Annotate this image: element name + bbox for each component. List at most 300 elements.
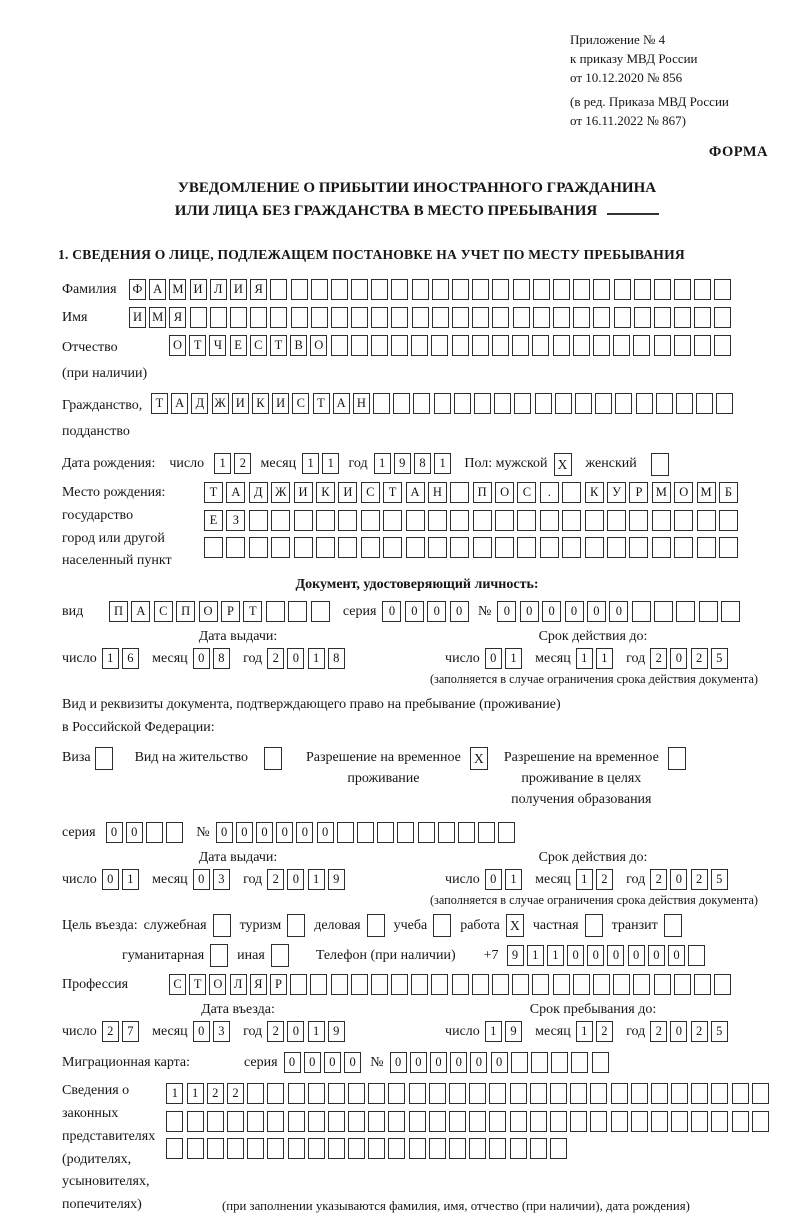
form-cell[interactable]: 1: [576, 648, 593, 669]
form-cell[interactable]: 1: [485, 1021, 502, 1042]
form-cell[interactable]: А: [226, 482, 245, 503]
form-cell[interactable]: [357, 822, 374, 843]
form-cell[interactable]: 0: [470, 1052, 487, 1073]
form-cell[interactable]: 0: [236, 822, 253, 843]
form-cell[interactable]: [562, 482, 581, 503]
form-cell[interactable]: 0: [450, 601, 469, 622]
form-cell[interactable]: 0: [668, 945, 685, 966]
form-cell[interactable]: [651, 1111, 668, 1132]
form-cell[interactable]: [316, 510, 335, 531]
entry-month[interactable]: [193, 1021, 233, 1042]
form-cell[interactable]: 2: [596, 1021, 613, 1042]
form-cell[interactable]: О: [310, 335, 327, 356]
form-cell[interactable]: [671, 1083, 688, 1104]
residence-issue-month[interactable]: [193, 869, 233, 890]
form-cell[interactable]: 1: [308, 648, 325, 669]
form-cell[interactable]: [230, 307, 247, 328]
form-cell[interactable]: [371, 974, 388, 995]
form-cell[interactable]: [391, 335, 408, 356]
form-cell[interactable]: [338, 510, 357, 531]
form-cell[interactable]: П: [176, 601, 195, 622]
form-cell[interactable]: К: [252, 393, 269, 414]
form-cell[interactable]: [614, 307, 631, 328]
form-cell[interactable]: [371, 335, 388, 356]
doc-number-field[interactable]: [497, 601, 743, 622]
form-cell[interactable]: [290, 974, 307, 995]
form-cell[interactable]: С: [292, 393, 309, 414]
form-cell[interactable]: [351, 307, 368, 328]
form-cell[interactable]: [553, 279, 570, 300]
form-cell[interactable]: [514, 393, 531, 414]
form-cell[interactable]: [573, 279, 590, 300]
form-cell[interactable]: З: [226, 510, 245, 531]
form-cell[interactable]: У: [607, 482, 626, 503]
form-cell[interactable]: В: [290, 335, 307, 356]
form-cell[interactable]: П: [473, 482, 492, 503]
form-cell[interactable]: 0: [296, 822, 313, 843]
visit-work-checkbox[interactable]: X: [506, 914, 524, 937]
form-cell[interactable]: [331, 279, 348, 300]
form-cell[interactable]: А: [333, 393, 350, 414]
form-cell[interactable]: [533, 307, 550, 328]
form-cell[interactable]: [721, 601, 740, 622]
visit-official-checkbox[interactable]: [213, 914, 231, 937]
form-cell[interactable]: [629, 537, 648, 558]
legal-reps-row1[interactable]: [166, 1083, 772, 1104]
form-cell[interactable]: 0: [565, 601, 584, 622]
form-cell[interactable]: [513, 307, 530, 328]
form-cell[interactable]: [271, 537, 290, 558]
form-cell[interactable]: [432, 307, 449, 328]
form-cell[interactable]: Т: [270, 335, 287, 356]
form-cell[interactable]: [611, 1111, 628, 1132]
form-cell[interactable]: [146, 822, 163, 843]
form-cell[interactable]: [452, 974, 469, 995]
form-cell[interactable]: [656, 393, 673, 414]
form-cell[interactable]: [531, 1052, 548, 1073]
form-cell[interactable]: [607, 510, 626, 531]
form-cell[interactable]: [472, 974, 489, 995]
form-cell[interactable]: [449, 1111, 466, 1132]
form-cell[interactable]: [271, 510, 290, 531]
identity-until-day[interactable]: [485, 648, 525, 669]
form-cell[interactable]: [697, 537, 716, 558]
form-cell[interactable]: [732, 1083, 749, 1104]
form-cell[interactable]: 9: [328, 1021, 345, 1042]
form-cell[interactable]: [674, 279, 691, 300]
form-cell[interactable]: Я: [250, 974, 267, 995]
form-cell[interactable]: С: [169, 974, 186, 995]
form-cell[interactable]: [611, 1083, 628, 1104]
form-cell[interactable]: [412, 279, 429, 300]
form-cell[interactable]: Ж: [271, 482, 290, 503]
form-cell[interactable]: [752, 1111, 769, 1132]
form-cell[interactable]: [634, 307, 651, 328]
form-cell[interactable]: 2: [691, 869, 708, 890]
migration-seriya-field[interactable]: [284, 1052, 365, 1073]
form-cell[interactable]: [551, 1052, 568, 1073]
form-cell[interactable]: [573, 974, 590, 995]
form-cell[interactable]: [613, 974, 630, 995]
visit-private-checkbox[interactable]: [585, 914, 603, 937]
form-cell[interactable]: [311, 307, 328, 328]
form-cell[interactable]: [699, 601, 718, 622]
form-cell[interactable]: 2: [650, 1021, 667, 1042]
form-cell[interactable]: И: [190, 279, 207, 300]
form-cell[interactable]: [249, 537, 268, 558]
form-cell[interactable]: [187, 1138, 204, 1159]
form-cell[interactable]: [714, 974, 731, 995]
form-cell[interactable]: [450, 482, 469, 503]
form-cell[interactable]: [288, 1083, 305, 1104]
form-cell[interactable]: Е: [204, 510, 223, 531]
form-cell[interactable]: [388, 1111, 405, 1132]
form-cell[interactable]: 0: [390, 1052, 407, 1073]
form-cell[interactable]: [328, 1138, 345, 1159]
form-cell[interactable]: О: [199, 601, 218, 622]
form-cell[interactable]: Я: [169, 307, 186, 328]
form-cell[interactable]: [294, 510, 313, 531]
form-cell[interactable]: [472, 335, 489, 356]
form-cell[interactable]: 0: [648, 945, 665, 966]
form-cell[interactable]: 9: [507, 945, 524, 966]
form-cell[interactable]: 0: [485, 648, 502, 669]
form-cell[interactable]: [652, 537, 671, 558]
form-cell[interactable]: [573, 335, 590, 356]
form-cell[interactable]: [540, 537, 559, 558]
form-cell[interactable]: С: [250, 335, 267, 356]
form-cell[interactable]: [388, 1083, 405, 1104]
doc-seriya-field[interactable]: [382, 601, 472, 622]
form-cell[interactable]: 3: [213, 1021, 230, 1042]
form-cell[interactable]: 0: [609, 601, 628, 622]
form-cell[interactable]: 0: [670, 648, 687, 669]
form-cell[interactable]: М: [169, 279, 186, 300]
form-cell[interactable]: [674, 307, 691, 328]
form-cell[interactable]: 1: [308, 1021, 325, 1042]
form-cell[interactable]: [267, 1083, 284, 1104]
form-cell[interactable]: [474, 393, 491, 414]
form-cell[interactable]: [328, 1083, 345, 1104]
form-cell[interactable]: [494, 393, 511, 414]
form-cell[interactable]: Б: [719, 482, 738, 503]
form-cell[interactable]: [458, 822, 475, 843]
form-cell[interactable]: [513, 279, 530, 300]
form-cell[interactable]: [266, 601, 285, 622]
form-cell[interactable]: [654, 974, 671, 995]
residence-issue-day[interactable]: [102, 869, 142, 890]
form-cell[interactable]: 0: [102, 869, 119, 890]
form-cell[interactable]: [575, 393, 592, 414]
form-cell[interactable]: 0: [587, 601, 606, 622]
form-cell[interactable]: 0: [344, 1052, 361, 1073]
form-cell[interactable]: [406, 537, 425, 558]
form-cell[interactable]: [691, 1111, 708, 1132]
form-cell[interactable]: 3: [213, 869, 230, 890]
form-cell[interactable]: [368, 1083, 385, 1104]
form-cell[interactable]: [166, 822, 183, 843]
form-cell[interactable]: 0: [287, 869, 304, 890]
form-cell[interactable]: [590, 1111, 607, 1132]
form-cell[interactable]: 0: [193, 1021, 210, 1042]
form-cell[interactable]: 0: [587, 945, 604, 966]
form-cell[interactable]: [187, 1111, 204, 1132]
form-cell[interactable]: 5: [711, 869, 728, 890]
form-cell[interactable]: [472, 307, 489, 328]
visit-tourism-checkbox[interactable]: [287, 914, 305, 937]
form-cell[interactable]: [411, 974, 428, 995]
form-cell[interactable]: [592, 1052, 609, 1073]
form-cell[interactable]: [533, 279, 550, 300]
form-cell[interactable]: 1: [322, 453, 339, 474]
form-cell[interactable]: 0: [607, 945, 624, 966]
form-cell[interactable]: [532, 974, 549, 995]
form-cell[interactable]: [593, 335, 610, 356]
form-cell[interactable]: 6: [122, 648, 139, 669]
form-cell[interactable]: [654, 279, 671, 300]
form-cell[interactable]: О: [209, 974, 226, 995]
form-cell[interactable]: 2: [650, 869, 667, 890]
form-cell[interactable]: [671, 1111, 688, 1132]
form-cell[interactable]: И: [129, 307, 146, 328]
form-cell[interactable]: [585, 537, 604, 558]
form-cell[interactable]: [227, 1111, 244, 1132]
form-cell[interactable]: 0: [670, 869, 687, 890]
form-cell[interactable]: 0: [405, 601, 424, 622]
form-cell[interactable]: А: [149, 279, 166, 300]
form-cell[interactable]: 1: [576, 1021, 593, 1042]
form-cell[interactable]: [694, 335, 711, 356]
form-cell[interactable]: [270, 307, 287, 328]
form-cell[interactable]: [532, 335, 549, 356]
form-cell[interactable]: 2: [691, 648, 708, 669]
form-cell[interactable]: 0: [497, 601, 516, 622]
entry-day[interactable]: [102, 1021, 142, 1042]
form-cell[interactable]: [348, 1138, 365, 1159]
form-cell[interactable]: [510, 1083, 527, 1104]
form-cell[interactable]: [348, 1111, 365, 1132]
form-cell[interactable]: [553, 974, 570, 995]
form-cell[interactable]: 1: [308, 869, 325, 890]
form-cell[interactable]: И: [338, 482, 357, 503]
form-cell[interactable]: Ф: [129, 279, 146, 300]
form-cell[interactable]: 2: [650, 648, 667, 669]
form-cell[interactable]: [498, 822, 515, 843]
form-cell[interactable]: [595, 393, 612, 414]
form-cell[interactable]: [331, 307, 348, 328]
form-cell[interactable]: [409, 1111, 426, 1132]
form-cell[interactable]: [613, 335, 630, 356]
form-cell[interactable]: [331, 335, 348, 356]
form-cell[interactable]: [714, 307, 731, 328]
form-cell[interactable]: [368, 1138, 385, 1159]
form-cell[interactable]: [517, 537, 536, 558]
form-cell[interactable]: [377, 822, 394, 843]
form-cell[interactable]: М: [652, 482, 671, 503]
form-cell[interactable]: 0: [284, 1052, 301, 1073]
visit-other-checkbox[interactable]: [271, 944, 289, 967]
form-cell[interactable]: [651, 1083, 668, 1104]
form-cell[interactable]: [393, 393, 410, 414]
form-cell[interactable]: [383, 537, 402, 558]
form-cell[interactable]: [593, 307, 610, 328]
form-cell[interactable]: Д: [249, 482, 268, 503]
form-cell[interactable]: 9: [328, 869, 345, 890]
form-cell[interactable]: [512, 335, 529, 356]
form-cell[interactable]: [311, 601, 330, 622]
form-cell[interactable]: [429, 1083, 446, 1104]
form-cell[interactable]: 0: [126, 822, 143, 843]
form-cell[interactable]: Т: [313, 393, 330, 414]
form-cell[interactable]: О: [674, 482, 693, 503]
form-cell[interactable]: О: [169, 335, 186, 356]
form-cell[interactable]: [454, 393, 471, 414]
form-cell[interactable]: [308, 1083, 325, 1104]
form-cell[interactable]: [449, 1083, 466, 1104]
phone-field[interactable]: [507, 945, 709, 966]
form-cell[interactable]: 1: [505, 648, 522, 669]
stay-until-year[interactable]: [650, 1021, 731, 1042]
form-cell[interactable]: [674, 510, 693, 531]
form-cell[interactable]: 1: [187, 1083, 204, 1104]
form-cell[interactable]: [166, 1138, 183, 1159]
form-cell[interactable]: [247, 1083, 264, 1104]
form-cell[interactable]: [654, 307, 671, 328]
legal-reps-row2[interactable]: [166, 1111, 772, 1132]
form-cell[interactable]: [210, 307, 227, 328]
form-cell[interactable]: [570, 1083, 587, 1104]
form-cell[interactable]: [291, 279, 308, 300]
form-cell[interactable]: [247, 1111, 264, 1132]
form-cell[interactable]: [397, 822, 414, 843]
form-cell[interactable]: [752, 1083, 769, 1104]
form-cell[interactable]: 0: [106, 822, 123, 843]
form-cell[interactable]: [530, 1083, 547, 1104]
form-cell[interactable]: [553, 307, 570, 328]
form-cell[interactable]: Л: [230, 974, 247, 995]
form-cell[interactable]: [267, 1138, 284, 1159]
form-cell[interactable]: [351, 974, 368, 995]
profession-field[interactable]: [169, 974, 734, 995]
form-cell[interactable]: [511, 1052, 528, 1073]
form-cell[interactable]: [652, 510, 671, 531]
form-cell[interactable]: [636, 393, 653, 414]
form-cell[interactable]: Ж: [212, 393, 229, 414]
form-cell[interactable]: [391, 279, 408, 300]
form-cell[interactable]: И: [294, 482, 313, 503]
form-cell[interactable]: Т: [383, 482, 402, 503]
form-cell[interactable]: [711, 1111, 728, 1132]
form-cell[interactable]: 0: [287, 648, 304, 669]
form-cell[interactable]: [631, 1111, 648, 1132]
visit-business-checkbox[interactable]: [367, 914, 385, 937]
form-cell[interactable]: [489, 1138, 506, 1159]
form-cell[interactable]: И: [230, 279, 247, 300]
form-cell[interactable]: 2: [234, 453, 251, 474]
form-cell[interactable]: [674, 974, 691, 995]
form-cell[interactable]: [654, 601, 673, 622]
form-cell[interactable]: Н: [353, 393, 370, 414]
form-cell[interactable]: [478, 822, 495, 843]
entry-year[interactable]: [267, 1021, 348, 1042]
patronymic-field[interactable]: [169, 335, 734, 356]
form-cell[interactable]: 0: [520, 601, 539, 622]
form-cell[interactable]: 1: [302, 453, 319, 474]
form-cell[interactable]: 5: [711, 1021, 728, 1042]
form-cell[interactable]: [249, 510, 268, 531]
form-cell[interactable]: [473, 510, 492, 531]
form-cell[interactable]: [492, 307, 509, 328]
form-cell[interactable]: [348, 1083, 365, 1104]
form-cell[interactable]: [633, 335, 650, 356]
form-cell[interactable]: 0: [491, 1052, 508, 1073]
form-cell[interactable]: М: [697, 482, 716, 503]
form-cell[interactable]: М: [149, 307, 166, 328]
form-cell[interactable]: Р: [221, 601, 240, 622]
identity-until-month[interactable]: [576, 648, 616, 669]
form-cell[interactable]: Я: [250, 279, 267, 300]
form-cell[interactable]: [492, 279, 509, 300]
form-cell[interactable]: [452, 335, 469, 356]
form-cell[interactable]: 9: [505, 1021, 522, 1042]
form-cell[interactable]: 0: [193, 648, 210, 669]
form-cell[interactable]: [714, 335, 731, 356]
form-cell[interactable]: [247, 1138, 264, 1159]
form-cell[interactable]: [694, 974, 711, 995]
form-cell[interactable]: [719, 510, 738, 531]
form-cell[interactable]: [634, 279, 651, 300]
visit-study-checkbox[interactable]: [433, 914, 451, 937]
form-cell[interactable]: [570, 1111, 587, 1132]
form-cell[interactable]: 0: [542, 601, 561, 622]
form-cell[interactable]: 0: [628, 945, 645, 966]
form-cell[interactable]: 8: [328, 648, 345, 669]
form-cell[interactable]: [510, 1138, 527, 1159]
form-cell[interactable]: [190, 307, 207, 328]
form-cell[interactable]: [432, 279, 449, 300]
residence-permit-checkbox[interactable]: [264, 747, 282, 770]
form-cell[interactable]: [469, 1138, 486, 1159]
form-cell[interactable]: [373, 393, 390, 414]
birthplace-row2[interactable]: [204, 510, 741, 531]
form-cell[interactable]: [449, 1138, 466, 1159]
form-cell[interactable]: [550, 1138, 567, 1159]
form-cell[interactable]: [204, 537, 223, 558]
form-cell[interactable]: 0: [450, 1052, 467, 1073]
form-cell[interactable]: С: [517, 482, 536, 503]
form-cell[interactable]: А: [171, 393, 188, 414]
form-cell[interactable]: 0: [256, 822, 273, 843]
form-cell[interactable]: [391, 974, 408, 995]
form-cell[interactable]: [371, 279, 388, 300]
form-cell[interactable]: [472, 279, 489, 300]
form-cell[interactable]: .: [540, 482, 559, 503]
form-cell[interactable]: [388, 1138, 405, 1159]
residence-until-day[interactable]: [485, 869, 525, 890]
form-cell[interactable]: [409, 1083, 426, 1104]
form-cell[interactable]: [331, 974, 348, 995]
form-cell[interactable]: [418, 822, 435, 843]
form-cell[interactable]: [495, 510, 514, 531]
name-field[interactable]: [129, 307, 735, 328]
stay-until-month[interactable]: [576, 1021, 616, 1042]
form-cell[interactable]: [676, 393, 693, 414]
form-cell[interactable]: [732, 1111, 749, 1132]
form-cell[interactable]: [629, 510, 648, 531]
form-cell[interactable]: А: [131, 601, 150, 622]
form-cell[interactable]: [550, 1111, 567, 1132]
form-cell[interactable]: [434, 393, 451, 414]
